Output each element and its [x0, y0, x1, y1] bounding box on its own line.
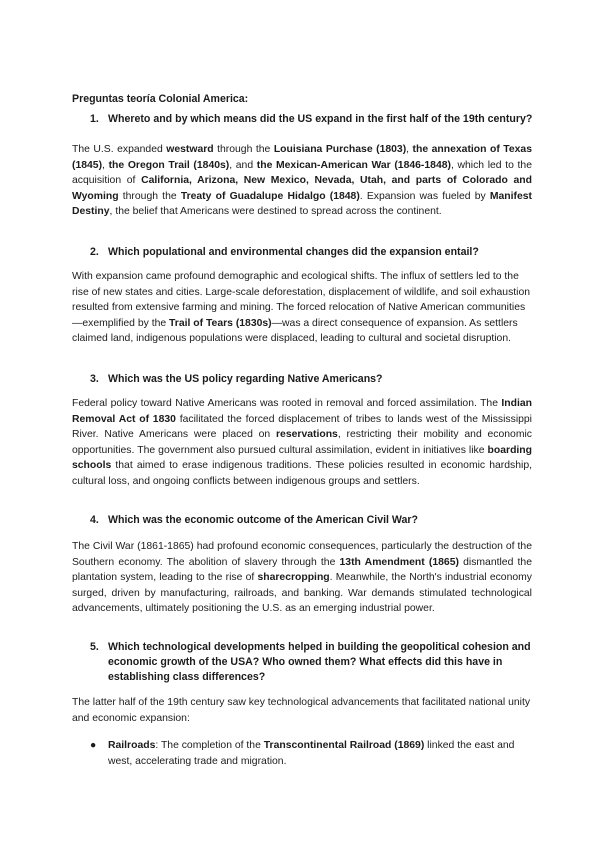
question-text: Which technological developments helped in building the geopolitical cohesion and economic growth of the USA? Who owned them? What effects did this have in establishing class differences? — [108, 641, 531, 683]
question-text: Which was the economic outcome of the American Civil War? — [108, 514, 419, 526]
question-number: 1. — [90, 113, 99, 125]
document-title: Preguntas teoría Colonial America: — [72, 93, 249, 105]
bullet-text: Railroads: The completion of the Transcontinental Railroad (1869) linked the east and west, accelerating trade and migration. — [108, 740, 515, 767]
question-2 — [90, 245, 540, 260]
bullet-icon: ● — [90, 740, 97, 751]
question-number: 2. — [90, 246, 99, 258]
list-item — [90, 738, 540, 769]
question-text: Which was the US policy regarding Native Americans? — [108, 373, 383, 385]
question-4 — [90, 513, 540, 528]
question-text: Whereto and by which means did the US expand in the first half of the 19th century? — [108, 113, 533, 125]
answer-4: The Civil War (1861-1865) had profound economic consequences, particularly the destruction of the Southern economy. The abolition of slavery through the 13th Amendment (1865) dismantled the plantation system, leading to the rise of sharecropping. Meanwhile, the North's industrial economy surged, driven by manufacturing, railroads, and banking. War demands stimulated technological advancements, ultimately positioning the U.S. as an emerging industrial power. — [72, 541, 532, 615]
question-number: 3. — [90, 373, 99, 385]
question-5 — [90, 640, 540, 685]
question-number: 4. — [90, 514, 99, 526]
question-1 — [90, 112, 540, 127]
answer-5: The latter half of the 19th century saw key technological advancements that facilitated national unity and economic expansion: — [72, 697, 531, 724]
answer-3: Federal policy toward Native Americans was rooted in removal and forced assimilation. The Indian Removal Act of 1830 facilitated the forced displacement of tribes to lands west of the Mississippi River. Native Americans were placed on reservations, restricting their mobility and economic opportunities. The government also pursued cultural assimilation, evident in initiatives like boarding schools that aimed to erase indigenous traditions. These policies resulted in economic hardship, cultural loss, and ongoing conflicts between indigenous groups and settlers. — [72, 398, 532, 487]
question-number: 5. — [90, 641, 99, 653]
answer-1: The U.S. expanded westward through the Louisiana Purchase (1803), the annexation of Texas (1845), the Oregon Trail (1840s), and the Mexican-American War (1846-1848), which led to the acquisition of California, Arizona, New Mexico, Nevada, Utah, and parts of Colorado and Wyoming through the Treaty of Guadalupe Hidalgo (1848). Expansion was fueled by Manifest Destiny, the belief that Americans were destined to spread across the continent. — [72, 144, 533, 218]
question-3 — [90, 372, 540, 387]
question-text: Which populational and environmental changes did the expansion entail? — [108, 246, 479, 258]
answer-2: With expansion came profound demographic and ecological shifts. The influx of settlers led to the rise of new states and cities. Large-scale deforestation, displacement of wildlife, and soil exhaustion resulted from extensive farming and mining. The forced relocation of Native American communities—exemplified by the Trail of Tears (1830s)—was a direct consequence of expansion. As settlers claimed land, indigenous populations were displaced, leading to cultural and societal disruption. — [72, 271, 531, 345]
